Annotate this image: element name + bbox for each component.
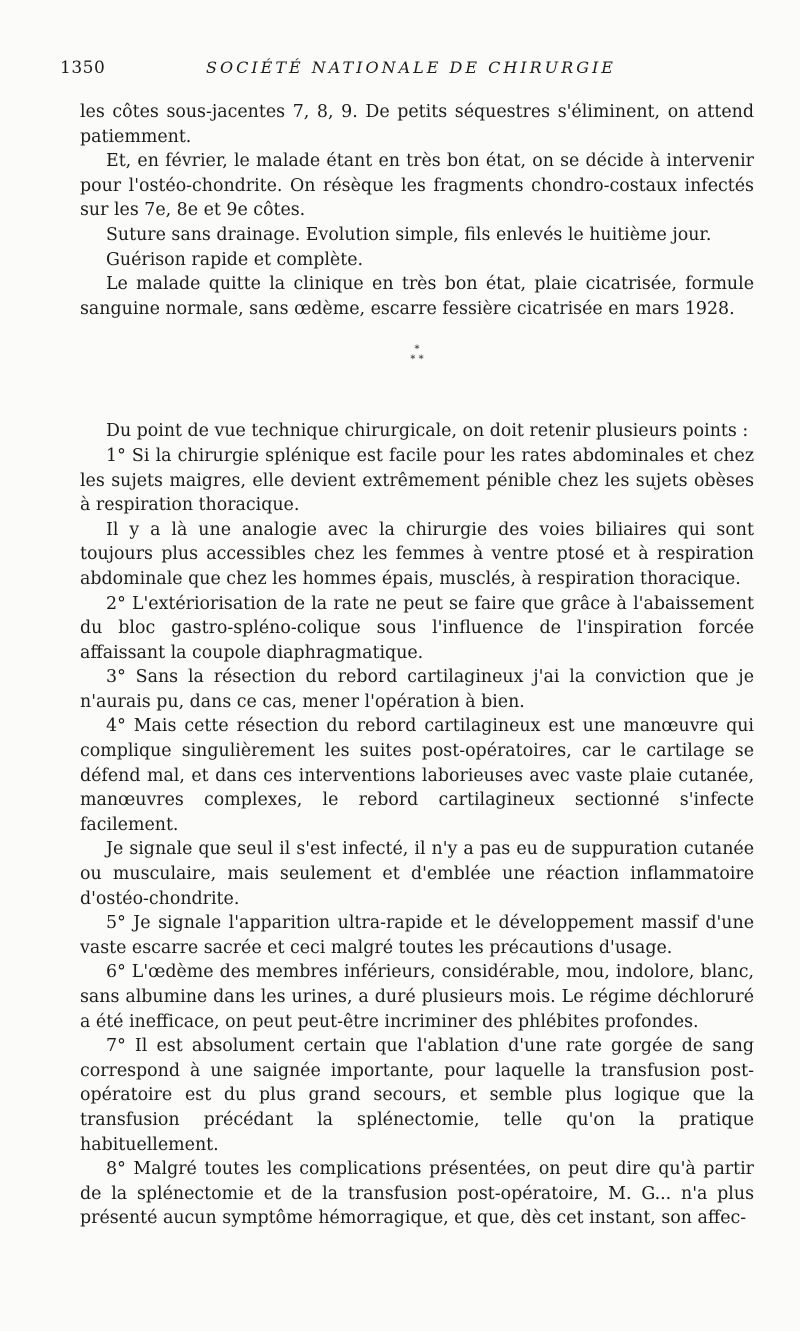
paragraph: Il y a là une analogie avec la chirurgie des voies biliaires qui sont toujours plus accessibles chez les femmes à ventre ptosé et à respiration abdominale que chez les hommes épais, musclés, à respiration thoracique.: [80, 519, 754, 589]
asterism-top: *: [414, 344, 420, 356]
page-number: 1350: [60, 58, 106, 78]
asterism-bottom: * *: [410, 354, 424, 366]
paragraph: les côtes sous-jacentes 7, 8, 9. De petits séquestres s'éliminent, on attend patiemment.: [80, 102, 754, 147]
paragraph: Guérison rapide et complète.: [106, 249, 364, 270]
paragraph: Du point de vue technique chirurgicale, on doit retenir plusieurs points :: [106, 421, 749, 442]
paragraph: 6° L'œdème des membres inférieurs, considérable, mou, indolore, blanc, sans albumine dans les urines, a duré plusieurs mois. Le régime déchloruré a été inefficace, on peut peut-être incriminer des phlébites profondes.: [80, 962, 754, 1032]
paragraph: 3° Sans la résection du rebord cartilagineux j'ai la conviction que je n'aurais pu, dans ce cas, mener l'opération à bien.: [80, 667, 754, 712]
paragraph: 7° Il est absolument certain que l'ablation d'une rate gorgée de sang correspond à une saignée importante, pour laquelle la transfusion post-opératoire est du plus grand secours, et semble plus logique que la transfusion précédant la splénectomie, telle qu'on la pratique habituellement.: [80, 1036, 754, 1155]
paragraph: 4° Mais cette résection du rebord cartilagineux est une manœuvre qui complique singulièrement les suites post-opératoires, car le cartilage se défend mal, et dans ces interventions laborieuses avec vaste plaie cutanée, manœuvres complexes, le rebord cartilagineux sectionné s'infecte facilement.: [80, 716, 754, 835]
body-text: [80, 100, 754, 1231]
running-head: SOCIÉTÉ NATIONALE DE CHIRURGIE: [206, 58, 616, 77]
page-header: [60, 58, 762, 82]
paragraph: 1° Si la chirurgie splénique est facile pour les rates abdominales et chez les sujets maigres, elle devient extrêmement pénible chez les sujets obèses à respiration thoracique.: [80, 445, 754, 516]
paragraph: Et, en février, le malade étant en très bon état, on se décide à intervenir pour l'ostéo-chondrite. On résèque les fragments chondro-costaux infectés sur les 7e, 8e et 9e côtes.: [80, 151, 754, 221]
paragraph: Le malade quitte la clinique en très bon état, plaie cicatrisée, formule sanguine normale, sans œdème, escarre fessière cicatrisée en mars 1928.: [80, 274, 754, 319]
paragraph: Je signale que seul il s'est infecté, il n'y a pas eu de suppuration cutanée ou musculaire, mais seulement et d'emblée une réaction inflammatoire d'ostéo-chondrite.: [80, 839, 754, 909]
asterism-separator: [80, 345, 754, 365]
paragraph: Suture sans drainage. Evolution simple, fils enlevés le huitième jour.: [106, 224, 712, 245]
paragraph: 5° Je signale l'apparition ultra-rapide et le développement massif d'une vaste escarre sacrée et ceci malgré toutes les précautions d'usage.: [80, 913, 754, 958]
paragraph: 2° L'extériorisation de la rate ne peut se faire que grâce à l'abaissement du bloc gastro-spléno-colique sous l'influence de l'inspiration forcée affaissant la coupole diaphragmatique.: [80, 593, 754, 663]
paragraph: 8° Malgré toutes les complications présentées, on peut dire qu'à partir de la splénectomie et de la transfusion post-opératoire, M. G... n'a plus présenté aucun symptôme hémorragique, et que, dès cet instant, son affec-: [80, 1159, 754, 1229]
